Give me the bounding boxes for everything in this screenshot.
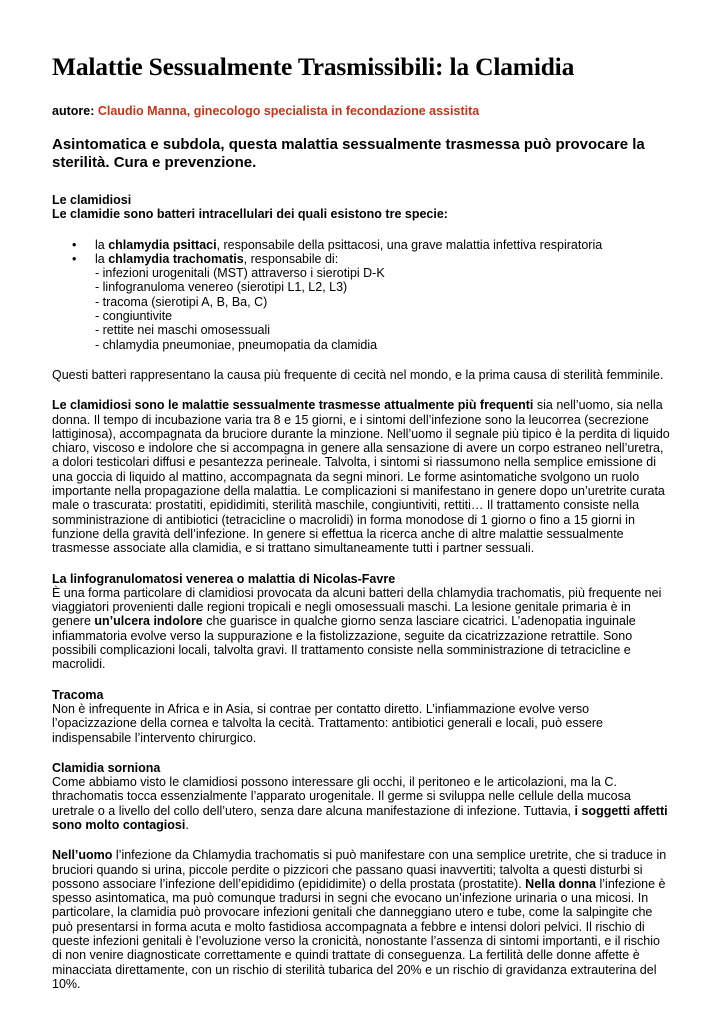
list-item: • la chlamydia trachomatis, responsabile di: - infezioni urogenitali (MST) attraverso i sierotipi D-K - linfogranuloma venereo (sierotipi L1, L2, L3) - tracoma (sierotipi A, B, Ba, C) - congiuntivite - rettite nei maschi omosessuali - chlamydia pneumoniae, pneumopatia da clamidia [52,252,672,352]
sub-item: - infezioni urogenitali (MST) attraverso i sierotipi D-K [95,266,385,281]
bullet-glyph: • [72,251,77,266]
article-subtitle: Asintomatica e subdola, questa malattia sessualmente trasmessa può provocare la sterilità. Cura e prevenzione. [52,136,645,171]
species-list [52,238,672,352]
section-heading: La linfogranulomatosi venerea o malattia di Nicolas-Favre [52,571,396,586]
intro-heading: Le clamidiosi [52,193,132,207]
intro-closing: Questi batteri rappresentano la causa più frequente di cecità nel mondo, e la prima causa di sterilità femminile. [52,367,664,382]
lgv-section: La linfogranulomatosi venerea o malattia di Nicolas-Favre È una forma particolare di clamidiosi provocata da alcuni batteri della chlamydia trachomatis, più frequente nei viaggiatori provenienti dalle regioni tropicali e negli omosessuali maschi. La lesione genitale primaria è in genere un’ulcera indolore che guarisce in qualche giorno senza lasciare cicatrici. L’adenopatia inguinale infiammatoria evolve verso la suppurazione e la fistolizzazione, seguite da cicatrizzazione retrattile. Sono possibili complicazioni locali, talvolta gravi. Il trattamento consiste nella somministrazione di tetracicline e macrolidi. [52,571,662,672]
author-label: autore: [52,104,95,118]
section-heading: Clamidia sorniona [52,760,161,775]
section-heading: Tracoma [52,687,104,702]
intro-lead: Le clamidie sono batteri intracellulari dei quali esistono tre specie: [52,207,448,222]
man-woman-paragraph: Nell’uomo l’infezione da Chlamydia trachomatis si può manifestare con una semplice uretrite, che si traduce in bruciori quando si urina, piccole perdite o pizzicori che passano quasi inavvertiti; talvolta a questi disturbi si possono associare l’infezione dell’epididimo (epididimite) o della prostata (prostatite). Nella donna l’infezione è spesso asintomatica, ma può comunque tradursi in segni che evocano un’infezione urinaria o una micosi. In particolare, la clamidia può provocare infezioni genitali che danneggiano utero e tube, come la salpingite che può presentarsi in forma acuta e molto fastidiosa accompagnata a febbre e intensi dolori pelvici. Il rischio di queste infezioni genitali è l’evoluzione verso la cronicità, nonostante l’assenza di sintomi importanti, e il rischio di non venire diagnosticate correttamente e quindi trattate di conseguenza. La fertilità delle donne affette è minacciata direttamente, con un rischio di sterilità tubarica del 20% e un rischio di gravidanza extrauterina del 10%. [52,848,667,991]
page-title: Malattie Sessualmente Trasmissibili: la Clamidia [52,52,575,81]
sub-item: - congiuntivite [95,309,173,324]
bullet-glyph: • [72,237,77,252]
sub-item: - tracoma (sierotipi A, B, Ba, C) [95,294,268,309]
list-item: • la chlamydia psittaci, responsabile della psittacosi, una grave malattia infettiva respiratoria [72,237,603,252]
std-paragraph: Le clamidiosi sono le malattie sessualmente trasmesse attualmente più frequenti sia nell’uomo, sia nella donna. Il tempo di incubazione varia tra 8 e 15 giorni, e i sintomi dell’infezione sono la leucorrea (secrezione lattiginosa), accompagnata da bruciore durante la minzione. Nell’uomo il segnale più tipico è la perdita di liquido chiaro, viscoso e indolore che si accompagna in genere alla sensazione di avere un corpo estraneo nell’uretra, a dolori testicolari diffusi e pesantezza perineale. Talvolta, i sintomi si riassumono nella semplice emissione di una goccia di liquido al mattino, accompagnata da segni minori. Le forme asintomatiche svolgono un ruolo importante nella propagazione della malattia. Le complicazioni si manifestano in genere dopo un’uretrite curata male o trascurata: prostatiti, epididimiti, sterilità maschile, congiuntiviti, rettiti… Il trattamento consiste nella somministrazione di antibiotici (tetracicline o macrolidi) in forma monodose di 1 giorno o fino a 15 giorni in funzione della gravità dell’infezione. In genere si effettua la ricerca anche di altre malattie sessualmente trasmesse associate alla clamidia, e si trattano simultaneamente tutti i partner sessuali. [52,398,670,556]
sorniona-section: Clamidia sorniona Come abbiamo visto le clamidiosi possono interessare gli occhi, il peritoneo e le articolazioni, ma la C. thrachomatis tocca essenzialmente l’apparato urogenitale. Il germe si sviluppa nelle cellule della mucosa uretrale o a livello del collo dell’utero, senza dare alcuna manifestazione di infezione. Tuttavia, i soggetti affetti sono molto contagiosi. [52,760,668,832]
author-line [52,104,672,119]
sub-item: - rettite nei maschi omosessuali [95,323,271,338]
author-name: Claudio Manna, ginecologo specialista in fecondazione assistita [97,104,480,118]
intro-section [52,193,672,222]
sub-item: - chlamydia pneumoniae, pneumopatia da clamidia [95,337,378,352]
sub-item: - linfogranuloma venereo (sierotipi L1, L2, L3) [95,280,348,295]
trachoma-section: Tracoma Non è infrequente in Africa e in Asia, si contrae per contatto diretto. L’infiammazione evolve verso l’opacizzazione della cornea e talvolta la cecità. Trattamento: antibiotici generali e locali, può essere indispensabile l’intervento chirurgico. [52,687,604,745]
